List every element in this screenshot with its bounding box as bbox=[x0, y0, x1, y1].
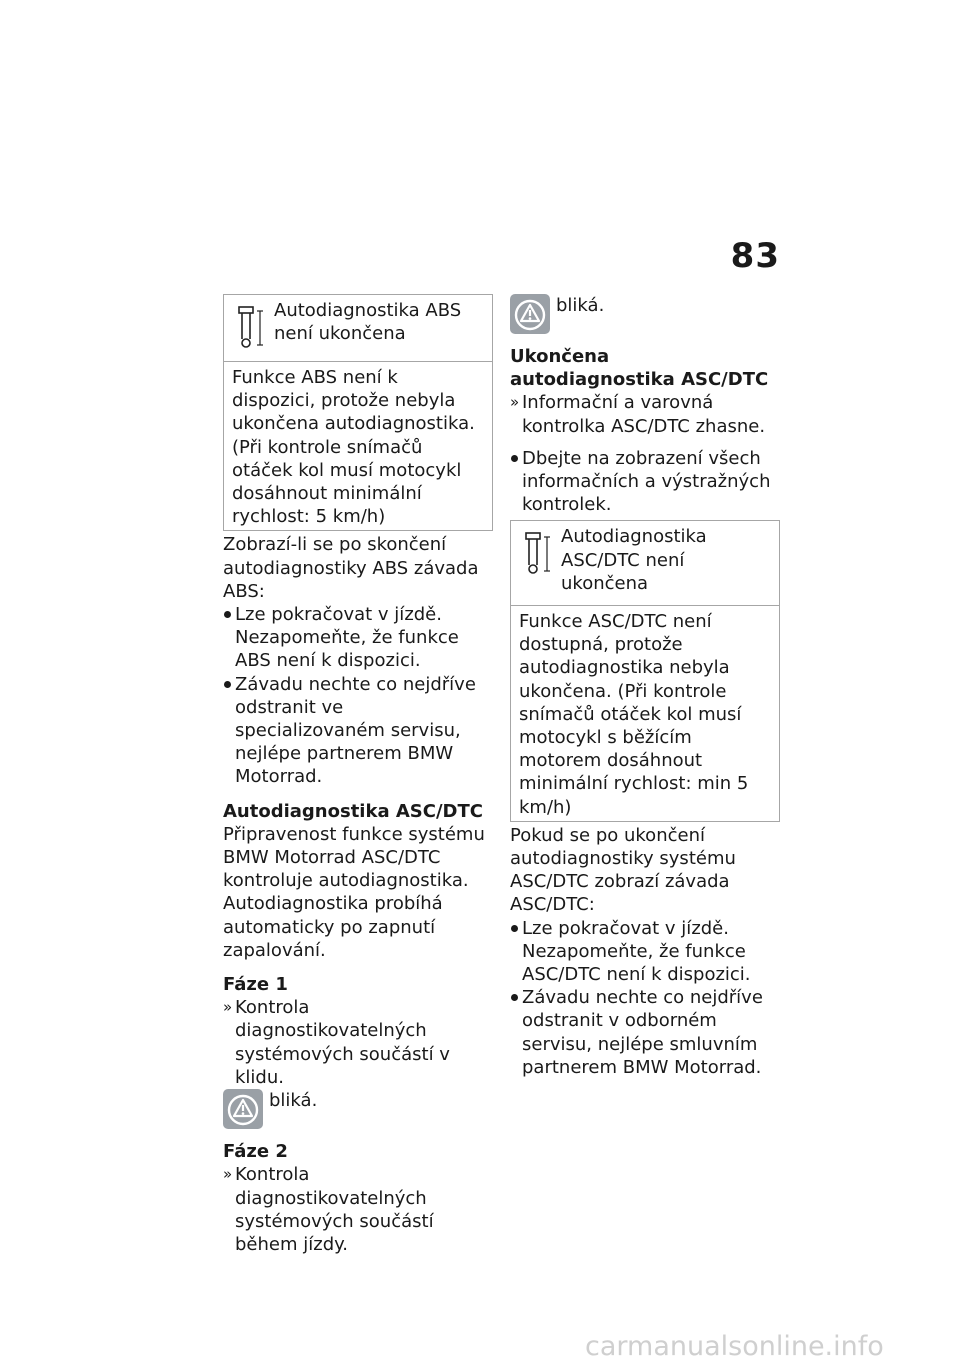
blink-text: bliká. bbox=[269, 1090, 318, 1112]
action-text: Kontrola diagnostikovatelných systémových součástí během jízdy. bbox=[235, 1164, 434, 1255]
list-item: Závadu nechte co nejdříve odstranit v odborném servisu, nejlépe smluvním partnerem BMW Motorrad. bbox=[510, 986, 780, 1079]
note-title: Autodiagnostika ASC/DTC není ukončena bbox=[561, 526, 707, 594]
list-item: Lze pokračovat v jízdě. Nezapomeňte, že funkce ASC/DTC není k dispozici. bbox=[510, 917, 780, 987]
note-header bbox=[511, 521, 779, 606]
warning-light-line bbox=[510, 294, 780, 334]
asc-dtc-selfdiag-note bbox=[510, 520, 780, 821]
note-header bbox=[224, 295, 492, 362]
list-item: Závadu nechte co nejdříve odstranit ve specializovaném servisu, nejlépe partnerem BMW Motorrad. bbox=[223, 673, 493, 789]
abs-selfdiag-note bbox=[223, 294, 493, 531]
action-item bbox=[223, 996, 493, 1089]
note-body: Funkce ABS není k dispozici, protože nebyla ukončena autodiagnostika. (Při kontrole snímačů otáček kol musí motocykl dosáhnout minimální rychlost: 5 km/h) bbox=[232, 367, 475, 528]
action-item bbox=[510, 391, 780, 437]
action-item bbox=[223, 1163, 493, 1256]
abs-fault-intro: Zobrazí-li se po skončení autodiagnostiky ABS závada ABS: bbox=[223, 534, 479, 602]
action-marker: » bbox=[223, 1165, 233, 1184]
blink-text: bliká. bbox=[556, 295, 605, 316]
right-column bbox=[510, 294, 780, 1079]
phase-2-heading: Fáze 2 bbox=[223, 1141, 288, 1163]
phase-1-heading: Fáze 1 bbox=[223, 974, 288, 996]
section-heading: Autodiagnostika ASC/DTC bbox=[223, 800, 483, 822]
watermark: carmanualsonline.info bbox=[585, 1331, 884, 1362]
wrench-tool-icon bbox=[232, 305, 266, 351]
page-number: 83 bbox=[730, 236, 780, 276]
wrench-tool-icon bbox=[519, 531, 553, 577]
note-title: Autodiagnostika ABS není ukončena bbox=[274, 300, 462, 345]
action-text: Kontrola diagnostikovatelných systémových součástí v klidu. bbox=[235, 997, 450, 1088]
left-column bbox=[223, 294, 493, 1256]
action-marker: » bbox=[510, 393, 520, 412]
asc-fault-intro: Pokud se po ukončení autodiagnostiky systému ASC/DTC zobrazí závada ASC/DTC: bbox=[510, 824, 736, 916]
action-text: Informační a varovná kontrolka ASC/DTC zhasne. bbox=[522, 392, 766, 437]
section-paragraph: Připravenost funkce systému BMW Motorrad ASC/DTC kontroluje autodiagnostika. Autodiagnostika probíhá automaticky po zapnutí zapalování. bbox=[223, 823, 485, 961]
warning-light-line bbox=[223, 1089, 493, 1129]
note-body: Funkce ASC/DTC není dostupná, protože autodiagnostika nebyla ukončena. (Při kontrole snímačů otáček kol musí motocykl s běžícím motorem dosáhnout minimální rychlost: min 5 km/h) bbox=[519, 611, 749, 818]
list-item: Dbejte na zobrazení všech informačních a výstražných kontrolek. bbox=[510, 447, 780, 517]
warning-light-icon bbox=[223, 1089, 263, 1129]
section-heading: Ukončena autodiagnostika ASC/DTC bbox=[510, 346, 769, 391]
action-marker: » bbox=[223, 998, 233, 1017]
warning-light-icon bbox=[510, 294, 550, 334]
list-item: Lze pokračovat v jízdě. Nezapomeňte, že funkce ABS není k dispozici. bbox=[223, 603, 493, 673]
